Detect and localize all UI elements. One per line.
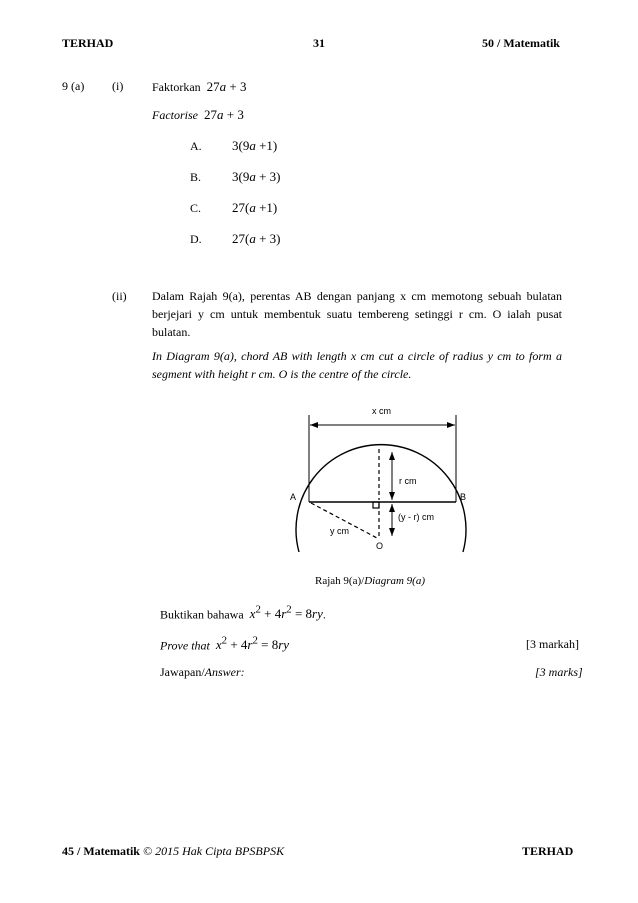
- option-a-expression: 3(9a +1): [232, 138, 278, 153]
- factorise-expression: 27a + 3: [206, 79, 247, 94]
- header-left: TERHAD: [62, 36, 114, 50]
- prove-equation-malay: $x^2 + 4r^2 = 8ry$: [249, 604, 323, 622]
- right-angle-marker: [373, 502, 379, 508]
- factorise-english: Factorise 27a + 3: [152, 107, 244, 122]
- option-b-expression: 3(9a + 3): [232, 169, 281, 184]
- prove-malay: Buktikan bahawa $x^2 + 4r^2 = 8ry$.: [160, 604, 326, 622]
- header-right: 50 / Matematik: [482, 36, 560, 50]
- part-i-label: (i): [112, 79, 124, 93]
- part-ii-malay-text: Dalam Rajah 9(a), perentas AB dengan panjang x cm memotong sebuah bulatan berjejari y cm untuk membentuk suatu tembereng setinggi r cm. O ialah pusat bulatan.: [152, 289, 562, 339]
- answer-label: Jawapan/Answer:: [160, 665, 245, 679]
- option-d-expression: 27(a + 3): [232, 231, 281, 246]
- label-y: y cm: [330, 526, 349, 536]
- part-ii-english-text: In Diagram 9(a), chord AB with length x cm cut a circle of radius y cm to form a segment with height r cm. O is the centre of the circle.: [152, 349, 562, 381]
- marks-english: [3 marks]: [535, 665, 583, 679]
- label-x: x cm: [372, 406, 391, 416]
- option-b-letter: B.: [190, 170, 202, 184]
- option-a-letter: A.: [190, 139, 202, 153]
- prove-equation-english: $x^2 + 4r^2 = 8ry$: [215, 635, 290, 653]
- label-a: A: [290, 492, 297, 502]
- question-number: 9 (a): [62, 79, 85, 93]
- footer-right: TERHAD: [522, 844, 574, 858]
- label-r: r cm: [399, 476, 417, 486]
- label-b: B: [460, 492, 467, 502]
- circle-arc: [296, 445, 466, 552]
- option-c-expression: 27(a +1): [232, 200, 278, 215]
- label-o: O: [376, 541, 384, 551]
- page-number: 31: [313, 36, 325, 50]
- label-yr: (y - r) cm: [398, 512, 434, 522]
- option-d-letter: D.: [190, 232, 202, 246]
- option-c-letter: C.: [190, 201, 202, 215]
- factorise-malay: Faktorkan 27a + 3: [152, 79, 247, 94]
- prove-english: Prove that $x^2 + 4r^2 = 8ry$: [160, 635, 290, 653]
- marks-malay: [3 markah]: [526, 637, 579, 651]
- footer-left: 45 / Matematik © 2015 Hak Cipta BPSBPSK: [62, 844, 285, 858]
- part-ii-label: (ii): [112, 289, 127, 303]
- diagram-caption: Rajah 9(a)/Diagram 9(a): [315, 575, 425, 587]
